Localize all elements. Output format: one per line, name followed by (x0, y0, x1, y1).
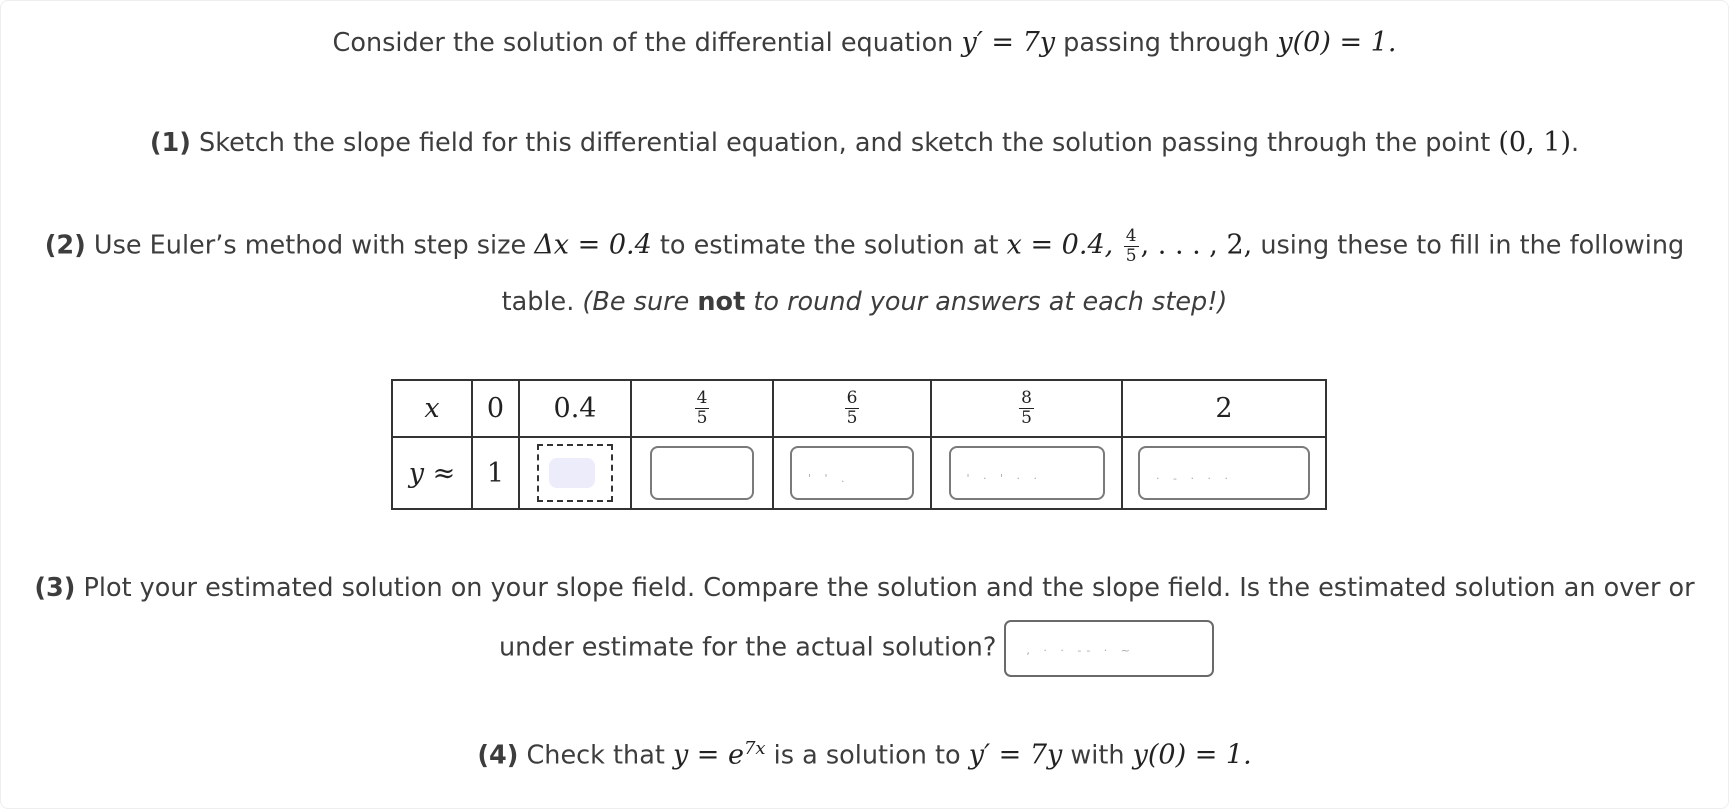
y-cell (519, 437, 631, 509)
solution-equation: y = e (672, 739, 744, 771)
part2-text-2: to estimate the solution at (651, 230, 1007, 261)
part4-text: Check that (518, 740, 673, 771)
x-header (392, 380, 472, 437)
frac-num: 4 (1125, 226, 1137, 246)
intro-text: Consider the solution of the differential equation (332, 28, 962, 58)
euler-table (391, 379, 1327, 510)
part1-text: Sketch the slope field for this differential equation, and sketch the solution passing through the point (190, 128, 1499, 158)
x-cell (631, 380, 773, 437)
part4-text-3: with (1062, 740, 1133, 771)
x-values-equation: x = 0.4, (1006, 229, 1122, 261)
over-under-answer-input[interactable] (1004, 620, 1214, 677)
part3-label: (3) (34, 573, 76, 603)
frac-num: 6 (846, 388, 858, 408)
faint-marks: ' · ' · · (966, 472, 1043, 485)
faint-marks: · - · · · (1156, 472, 1233, 485)
x-fraction (845, 389, 860, 428)
part3-question: under estimate for the actual solution? (499, 632, 997, 663)
part2-label: (2) (44, 230, 86, 261)
x-value: 0.4 (553, 393, 597, 424)
x-cell (519, 380, 631, 437)
frac-den: 5 (846, 408, 858, 428)
part2-line2-not: not (697, 287, 746, 317)
y-cell (631, 437, 773, 509)
initial-condition-2: y(0) = 1. (1132, 739, 1252, 771)
intro-text-2: passing through (1055, 28, 1278, 58)
answer-input-y2[interactable] (650, 446, 754, 500)
x-fraction (1019, 389, 1034, 428)
part1-label: (1) (149, 128, 191, 158)
frac-den: 5 (1021, 408, 1032, 428)
part2-line-1 (0, 227, 1729, 266)
answer-input-y3[interactable] (790, 446, 914, 500)
y-label: y ≈ (408, 457, 456, 489)
step-size-equation: Δx = 0.4 (534, 229, 652, 261)
x-fraction (695, 389, 710, 428)
part4-text-2: is a solution to (765, 740, 969, 771)
x-row (392, 380, 1326, 437)
frac-den: 5 (1125, 246, 1137, 266)
x-value: 0 (486, 393, 505, 424)
part1-line (0, 127, 1729, 158)
x-values-rest: , . . . , 2, (1140, 229, 1253, 261)
solution-exponent: 7x (743, 738, 766, 759)
part3-text: Plot your estimated solution on your slope field. Compare the solution and the slope field. Is the estimated solution an over or (75, 573, 1695, 603)
frac-den: 5 (696, 408, 708, 428)
part1-period: . (1570, 128, 1580, 158)
part3-line-1 (0, 573, 1729, 603)
intro-line (0, 27, 1729, 58)
x-cell (1122, 380, 1326, 437)
ode-equation: y′ = 7y (961, 27, 1056, 58)
part2-text: Use Euler’s method with step size (85, 230, 535, 261)
point: (0, 1) (1498, 127, 1571, 158)
faint-marks: , · · -- · ~ (1026, 644, 1135, 657)
initial-condition: y(0) = 1. (1277, 27, 1397, 58)
y-row (392, 437, 1326, 509)
y-cell (773, 437, 931, 509)
y-cell (1122, 437, 1326, 509)
frac-num: 4 (696, 388, 708, 408)
input-highlight (549, 458, 595, 488)
ode-equation-2: y′ = 7y (968, 739, 1063, 771)
y-initial-value: 1 (486, 457, 505, 489)
fraction-four-fifths (1124, 227, 1139, 266)
x-cell (931, 380, 1122, 437)
y-cell (472, 437, 519, 509)
x-value: 2 (1215, 393, 1233, 424)
part2-text-3: using these to fill in the following (1252, 230, 1685, 261)
part2-line2-italic-2: to round your answers at each step!) (745, 287, 1228, 317)
part2-line2-text: table. (501, 287, 583, 317)
x-cell (472, 380, 519, 437)
frac-num: 8 (1021, 388, 1032, 408)
answer-input-y1[interactable] (537, 444, 613, 502)
faint-marks: ' ' . (808, 472, 850, 485)
y-cell (931, 437, 1122, 509)
part3-line-2 (499, 620, 1214, 677)
x-label: x (424, 393, 440, 424)
part2-line2-italic: (Be sure (582, 287, 698, 317)
y-header (392, 437, 472, 509)
part4-label: (4) (477, 740, 519, 771)
answer-input-y5[interactable] (1138, 446, 1310, 500)
answer-input-y4[interactable] (949, 446, 1105, 500)
x-cell (773, 380, 931, 437)
part2-line-2 (0, 287, 1729, 317)
part4-line (0, 738, 1729, 771)
